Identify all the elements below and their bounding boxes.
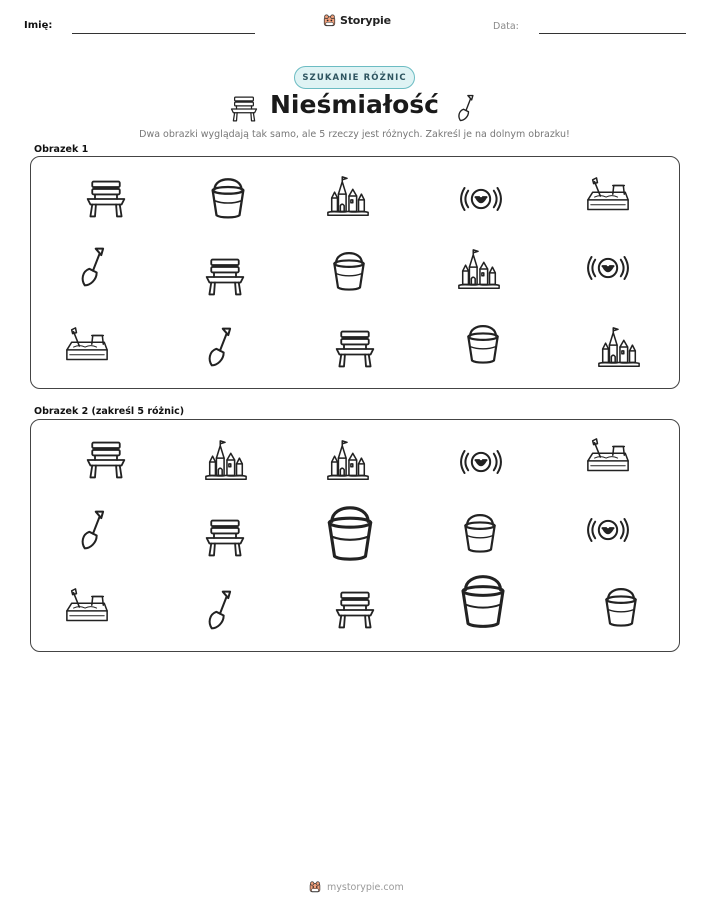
sandbox-icon	[64, 586, 110, 632]
sandbox-icon	[585, 436, 631, 482]
panel-2-label: Obrazek 2 (zakreśl 5 różnic)	[34, 406, 185, 417]
bench-icon	[84, 438, 128, 482]
shy-face-icon	[459, 440, 503, 484]
shovel-icon	[71, 243, 115, 291]
category-badge: SZUKANIE RÓŻNIC	[294, 66, 415, 89]
instructions: Dwa obrazki wyglądają tak samo, ale 5 rzeczy jest różnych. Zakreśl je na dolnym obrazku!	[139, 129, 570, 140]
bench-icon	[333, 588, 377, 632]
bench-icon	[84, 177, 128, 221]
picture-panel-2[interactable]	[30, 419, 680, 652]
shovel-icon	[198, 323, 242, 371]
panel-1-label: Obrazek 1	[34, 144, 89, 155]
sandbox-icon	[64, 325, 110, 371]
bucket-icon	[599, 584, 643, 630]
name-label: Imię:	[24, 20, 53, 31]
footer-url[interactable]: mystorypie.com	[327, 881, 404, 893]
sandcastle-icon	[596, 325, 642, 371]
worksheet-title: Nieśmiałość	[270, 90, 439, 119]
shovel-icon	[456, 92, 476, 124]
sandcastle-icon	[325, 438, 371, 484]
picture-panel-1	[30, 156, 680, 389]
shovel-icon	[71, 506, 115, 554]
shy-face-icon	[586, 246, 630, 290]
bucket-icon	[327, 249, 371, 293]
storypie-logo-icon	[308, 880, 322, 894]
bucket-icon	[205, 175, 251, 221]
shy-face-icon	[459, 177, 503, 221]
bucket-icon	[453, 570, 513, 632]
footer	[308, 880, 404, 894]
bucket-icon	[319, 502, 381, 564]
date-label: Data:	[493, 21, 519, 32]
bucket-icon	[458, 510, 502, 556]
bench-icon	[203, 516, 247, 560]
bench-icon	[203, 255, 247, 299]
bench-icon	[333, 327, 377, 371]
sandbox-icon	[585, 175, 631, 221]
shy-face-icon	[586, 508, 630, 552]
shovel-icon	[198, 586, 242, 634]
brand-name: Storypie	[340, 14, 391, 27]
sandcastle-icon	[325, 174, 371, 220]
brand-logo	[322, 13, 391, 28]
sandcastle-icon	[456, 247, 502, 293]
name-line[interactable]	[72, 33, 255, 34]
sandcastle-icon	[203, 438, 249, 484]
bucket-icon	[461, 321, 505, 367]
storypie-logo-icon	[322, 13, 337, 28]
date-line[interactable]	[539, 33, 686, 34]
